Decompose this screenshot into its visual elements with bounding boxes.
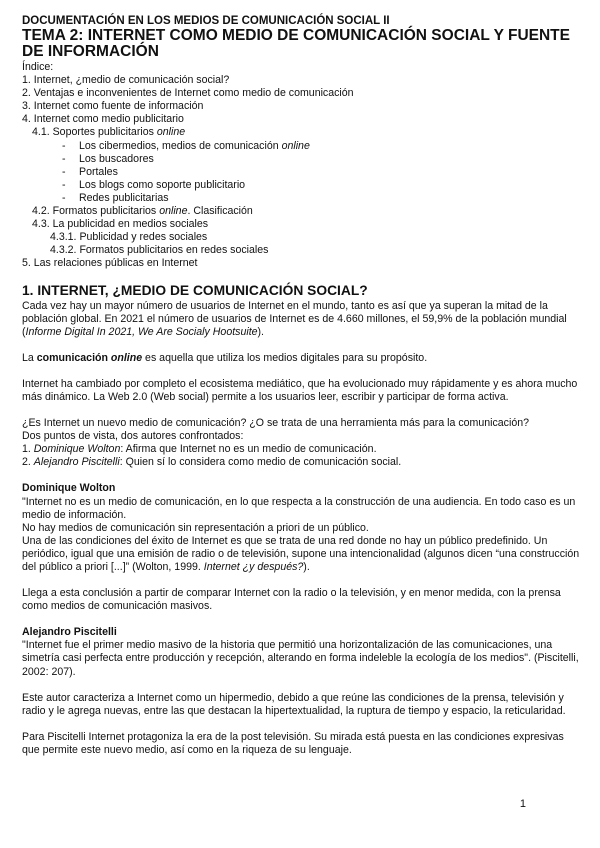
table-of-contents bbox=[22, 61, 582, 271]
paragraph: Este autor caracteriza a Internet como un hipermedio, debido a que reúne las condiciones de la prensa, televisión y radio y le agrega nuevas, entre las que destacan la hipertextualidad, la ruptura de tiempo y espacio, la reticularidad. bbox=[22, 691, 566, 717]
paragraph: La comunicación online es aquella que utiliza los medios digitales para su propósito. bbox=[22, 351, 428, 364]
paragraph: ¿Es Internet un nuevo medio de comunicación? ¿O se trata de una herramienta más para la comunicación? bbox=[22, 417, 530, 430]
toc-item: 5. Las relaciones públicas en Internet bbox=[22, 257, 198, 270]
document-page bbox=[22, 14, 582, 757]
toc-item: 4.2. Formatos publicitarios online. Clasificación bbox=[32, 205, 253, 218]
document-header: DOCUMENTACIÓN EN LOS MEDIOS DE COMUNICACIÓN SOCIAL II bbox=[22, 15, 390, 27]
toc-label: Índice: bbox=[22, 61, 54, 73]
quote-paragraph: No hay medios de comunicación sin representación a priori de un público. bbox=[22, 521, 369, 534]
toc-item: 1. Internet, ¿medio de comunicación social? bbox=[22, 74, 230, 87]
toc-item: 2. Ventajas e inconvenientes de Internet como medio de comunicación bbox=[22, 87, 354, 100]
paragraph: Dos puntos de vista, dos autores confrontados: bbox=[22, 430, 244, 443]
toc-item: 4. Internet como medio publicitario bbox=[22, 113, 184, 126]
toc-item: 4.1. Soportes publicitarios online bbox=[32, 126, 186, 139]
toc-item: 4.3.2. Formatos publicitarios en redes sociales bbox=[50, 244, 269, 257]
page-title: TEMA 2: INTERNET COMO MEDIO DE COMUNICACIÓN SOCIAL Y FUENTE DE INFORMACIÓN bbox=[22, 27, 570, 60]
toc-subitem: - Los buscadores bbox=[62, 152, 154, 165]
page-number: 1 bbox=[519, 798, 526, 810]
section-heading: 1. INTERNET, ¿MEDIO DE COMUNICACIÓN SOCIAL? bbox=[22, 282, 368, 298]
list-item: 2. Alejandro Piscitelli: Quien sí lo considera como medio de comunicación social. bbox=[22, 456, 402, 469]
author-heading: Dominique Wolton bbox=[22, 482, 116, 495]
toc-item: 3. Internet como fuente de información bbox=[22, 100, 204, 113]
quote-paragraph: "Internet fue el primer medio masivo de la historia que permitió una horizontalización de las comunicaciones, una simetría casi perfecta entre producción y recepción, alterando en forma indeleble la ecología de los medios". (Piscitelli, 2002: 207). bbox=[22, 639, 579, 678]
toc-subitem: - Redes publicitarias bbox=[62, 191, 169, 204]
author-heading: Alejandro Piscitelli bbox=[22, 626, 117, 639]
quote-paragraph: Una de las condiciones del éxito de Internet es que se trata de una red donde no hay un público predefinido. Un periódico, igual que una emisión de radio o de televisión, supone una intencionalidad (algunos dicen “una construcción del público a priori [...]” (Wolton, 1999. Internet ¿y después?). bbox=[22, 534, 580, 573]
list-item: 1. Dominique Wolton: Afirma que Internet no es un medio de comunicación. bbox=[22, 443, 377, 456]
paragraph: Internet ha cambiado por completo el ecosistema mediático, que ha evolucionado muy rápidamente y es ahora mucho más dinámico. La Web 2.0 (Web social) permite a los usuarios leer, escribir y participar de forma activa. bbox=[22, 377, 578, 403]
toc-subitem: - Portales bbox=[62, 165, 118, 178]
quote-paragraph: "Internet no es un medio de comunicación, en lo que respecta a la construcción de una audiencia. En todo caso es un medio de información. bbox=[22, 495, 576, 521]
toc-subitem: - Los blogs como soporte publicitario bbox=[62, 178, 246, 191]
paragraph: Cada vez hay un mayor número de usuarios de Internet en el mundo, tanto es así que ya superan la mitad de la población global. En 2021 el número de usuarios de Internet es de 4.660 millones, el 59,9% de la población mundial (Informe Digital In 2021, We Are Socialy Hootsuite). bbox=[22, 299, 567, 338]
paragraph: Llega a esta conclusión a partir de comparar Internet con la radio o la televisión, y en menor medida, con la prensa como medios de comunicación masivos. bbox=[22, 587, 561, 613]
toc-subitem: - Los cibermedios, medios de comunicación online bbox=[62, 139, 310, 152]
toc-item: 4.3.1. Publicidad y redes sociales bbox=[50, 231, 208, 244]
toc-item: 4.3. La publicidad en medios sociales bbox=[32, 218, 209, 231]
paragraph: Para Piscitelli Internet protagoniza la era de la post televisión. Su mirada está puesta en las condiciones expresivas que permite este nuevo medio, así como en la riqueza de su lenguaje. bbox=[22, 730, 564, 756]
